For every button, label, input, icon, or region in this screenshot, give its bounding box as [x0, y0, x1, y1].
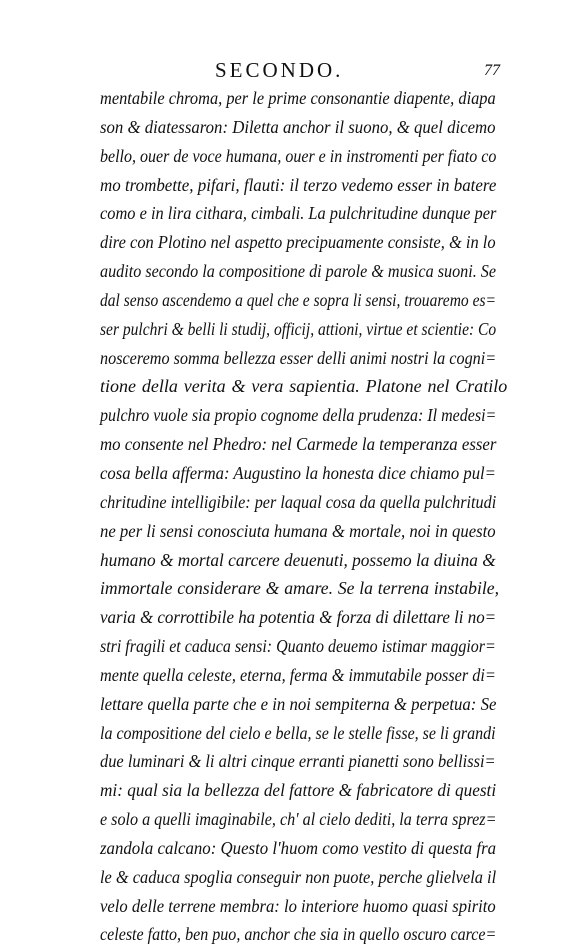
text-line: mentabile chroma, per le prime consonantie diapente, diapa — [100, 88, 496, 108]
text-line: mo consente nel Phedro: nel Carmede la temperanza esser — [100, 434, 497, 455]
running-head: SECONDO. — [215, 58, 344, 82]
text-line: son & diatessaron: Diletta anchor il suono, & quel dicemo — [100, 116, 496, 137]
text-line: velo delle terrene membra: lo interiore huomo quasi spirito — [100, 895, 496, 916]
body-text — [100, 84, 508, 949]
text-line: cosa bella afferma: Augustino la honesta dice chiamo pul= — [100, 462, 496, 483]
text-line: ne per li sensi conosciuta humana & mortale, noi in questo — [100, 520, 496, 541]
text-line: zandola calcano: Questo l'huom como vestito di questa fra — [100, 837, 497, 858]
text-line: chritudine intelligibile: per laqual cosa da quella pulchritudi — [100, 491, 497, 512]
text-line: tione della verita & vera sapientia. Platone nel Cratilo — [100, 376, 508, 397]
text-line: celeste fatto, ben puo, anchor che sia in quello oscuro carce= — [100, 924, 497, 945]
text-line: e solo a quelli imaginabile, ch' al cielo dediti, la terra sprez= — [100, 809, 497, 830]
text-line: la compositione del cielo e bella, se le stelle fisse, se li grandi — [100, 722, 496, 743]
page-header — [100, 58, 500, 84]
text-line: le & caduca spoglia conseguir non puote, perche glielvela il — [100, 866, 497, 887]
text-line: mi: qual sia la bellezza del fattore & fabricatore di questi — [100, 780, 497, 801]
text-line: como e in lira cithara, cimbali. La pulchritudine dunque per — [100, 203, 497, 224]
text-line: lettare quella parte che e in noi sempiterna & perpetua: Se — [100, 693, 497, 714]
text-line: dire con Plotino nel aspetto precipuamente consiste, & in lo — [100, 232, 496, 253]
text-line: dal senso ascendemo a quel che e sopra li sensi, trouaremo es= — [100, 289, 497, 310]
text-line: mente quella celeste, eterna, ferma & immutabile posser di= — [100, 664, 496, 685]
text-line: stri fragili et caduca sensi: Quanto deuemo istimar maggior= — [100, 636, 496, 657]
text-line: ser pulchri & belli li studij, officij, attioni, virtue et scientie: Co — [100, 318, 497, 339]
text-line: audito secondo la compositione di parole & musica suoni. Se — [100, 261, 497, 282]
text-line: pulchro vuole sia propio cognome della prudenza: Il medesi= — [100, 405, 497, 426]
text-line: nosceremo somma bellezza esser delli animi nostri la cogni= — [100, 347, 497, 368]
text-line: humano & mortal carcere deuenuti, possemo la diuina & — [100, 549, 496, 570]
text-line: mo trombette, pifari, flauti: il terzo vedemo esser in batere — [100, 174, 497, 195]
text-line: bello, ouer de voce humana, ouer e in instromenti per fiato co — [100, 145, 497, 166]
page-number: 77 — [484, 62, 500, 79]
text-line: due luminari & li altri cinque erranti pianetti sono bellissi= — [100, 751, 496, 772]
text-line: varia & corrottibile ha potentia & forza di dilettare li no= — [100, 607, 497, 628]
text-line: immortale considerare & amare. Se la terrena instabile, — [100, 578, 500, 599]
